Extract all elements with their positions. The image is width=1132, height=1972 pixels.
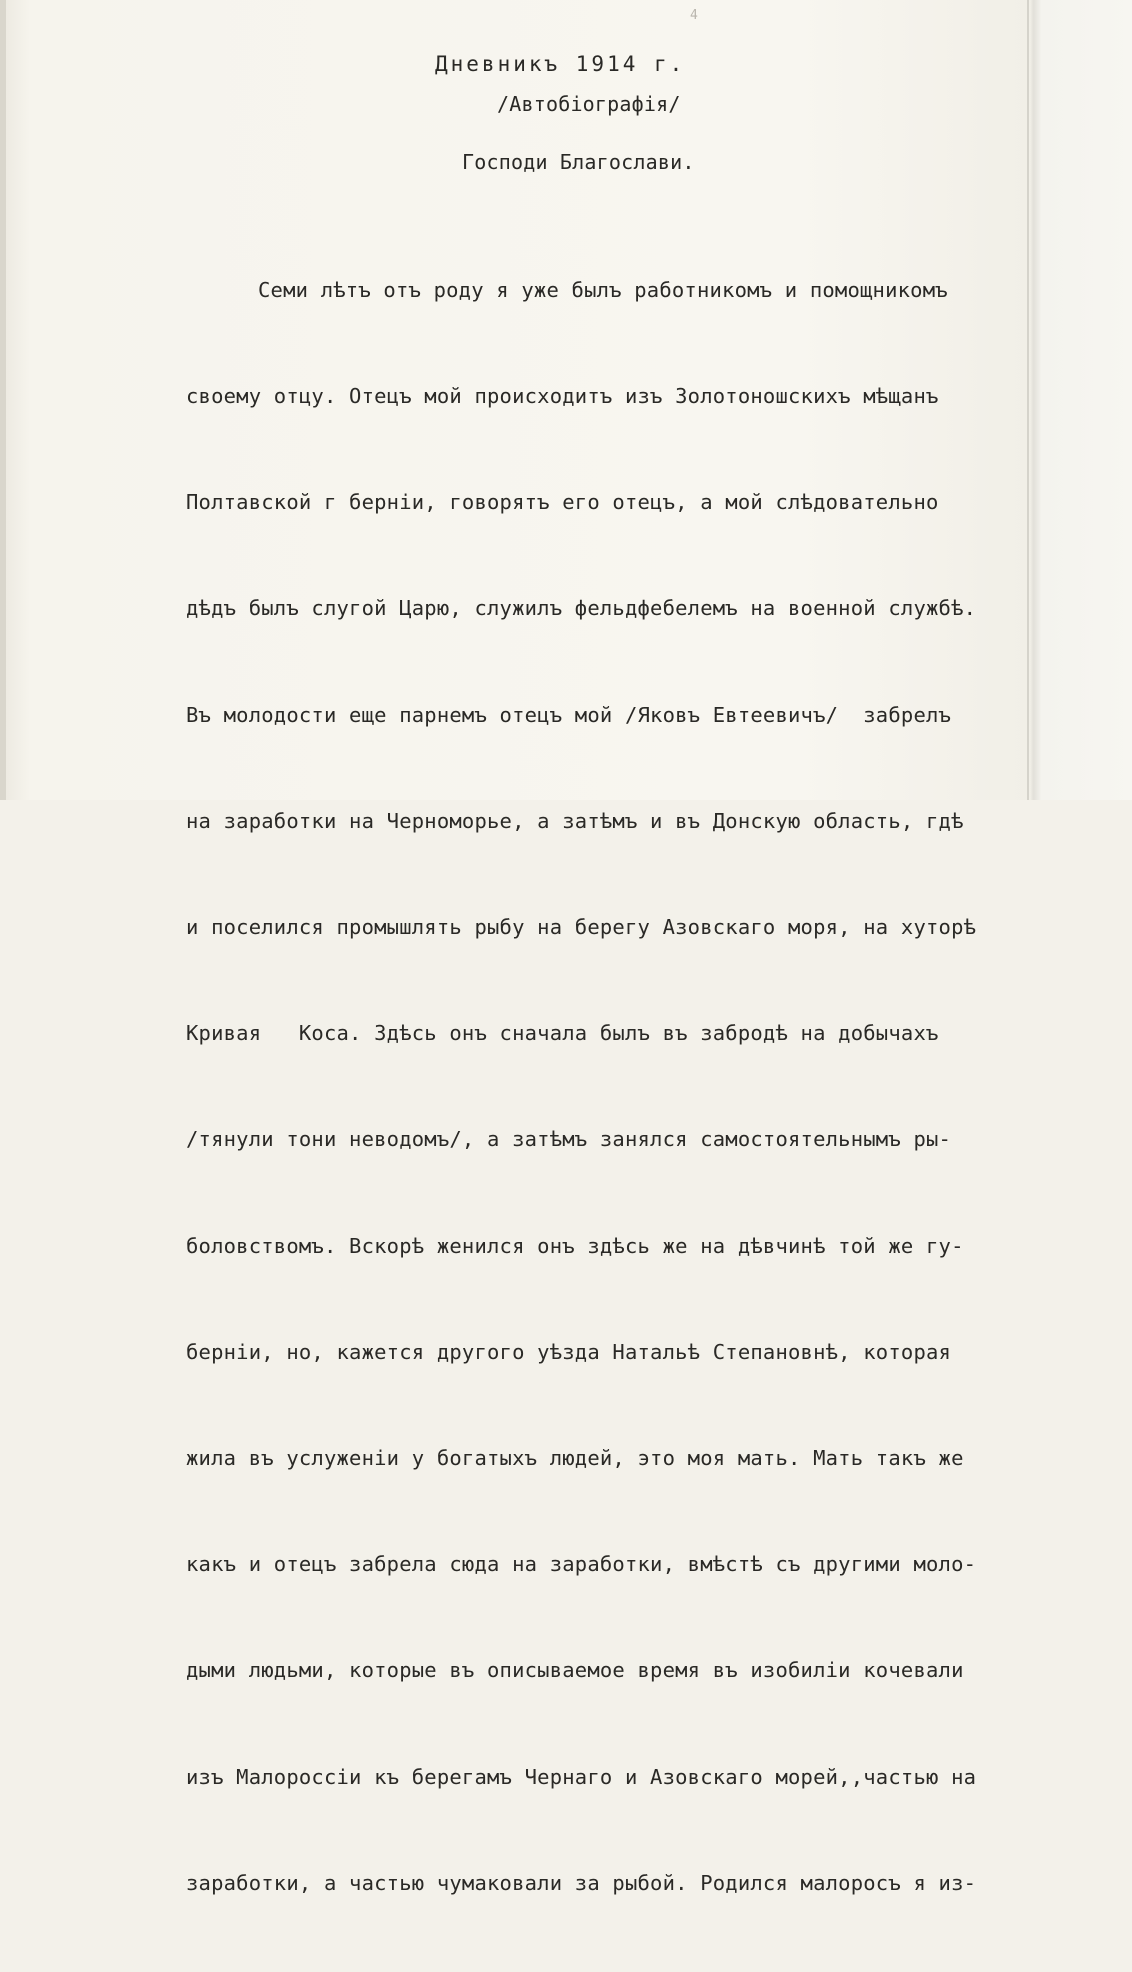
text-line: дыми людьми, которые въ описываемое время въ изобиліи кочевали xyxy=(186,1658,964,1683)
text-line: жила въ услуженіи у богатыхъ людей, это моя мать. Мать такъ же xyxy=(186,1446,964,1471)
text-line: на заработки на Черноморье, а затѣмъ и въ Донскую область, гдѣ xyxy=(186,808,964,833)
paper-edge xyxy=(1027,0,1029,800)
text-line: Полтавской г берніи, говорятъ его отецъ, а мой слѣдовательно xyxy=(186,490,939,515)
page-number-mark: 4 xyxy=(690,8,698,23)
text-line: своему отцу. Отецъ мой происходитъ изъ Золотоношскихъ мѣщанъ xyxy=(186,384,939,409)
text-line: берніи, но, кажется другого уѣзда Натальѣ Степановнѣ, которая xyxy=(186,1339,952,1364)
text-line: Семи лѣтъ отъ роду я уже былъ работникомъ и помощникомъ xyxy=(258,277,948,302)
body-text xyxy=(186,202,976,1972)
text-line: заработки, а частью чумаковали за рыбой. Родился малоросъ я из- xyxy=(186,1870,977,1895)
text-line: Въ молодости еще парнемъ отецъ мой /Яковъ Евтеевичъ/ забрелъ xyxy=(186,702,952,727)
document-subtitle: /Автобіографія/ xyxy=(497,92,681,116)
text-line: Кривая Коса. Здѣсь онъ сначала былъ въ забродѣ на добычахъ xyxy=(186,1021,939,1046)
text-line: боловствомъ. Вскорѣ женился онъ здѣсь же на дѣвчинѣ той же гу- xyxy=(186,1233,964,1258)
text-line: какъ и отецъ забрела сюда на заработки, вмѣстѣ съ другими моло- xyxy=(186,1552,977,1577)
text-line: и поселился промышлять рыбу на берегу Азовскаго моря, на хуторѣ xyxy=(186,915,977,940)
opening-blessing: Господи Благослави. xyxy=(462,150,695,174)
document-title: Дневникъ 1914 г. xyxy=(435,52,686,76)
text-line: /тянули тони неводомъ/, а затѣмъ занялся самостоятельнымъ ры- xyxy=(186,1127,952,1152)
text-line: изъ Малороссіи къ берегамъ Чернаго и Азовскаго морей,,частью на xyxy=(186,1764,977,1789)
text-line: дѣдъ былъ слугой Царю, служилъ фельдфебелемъ на военной службѣ. xyxy=(186,596,977,621)
scan-left-edge xyxy=(0,0,6,800)
